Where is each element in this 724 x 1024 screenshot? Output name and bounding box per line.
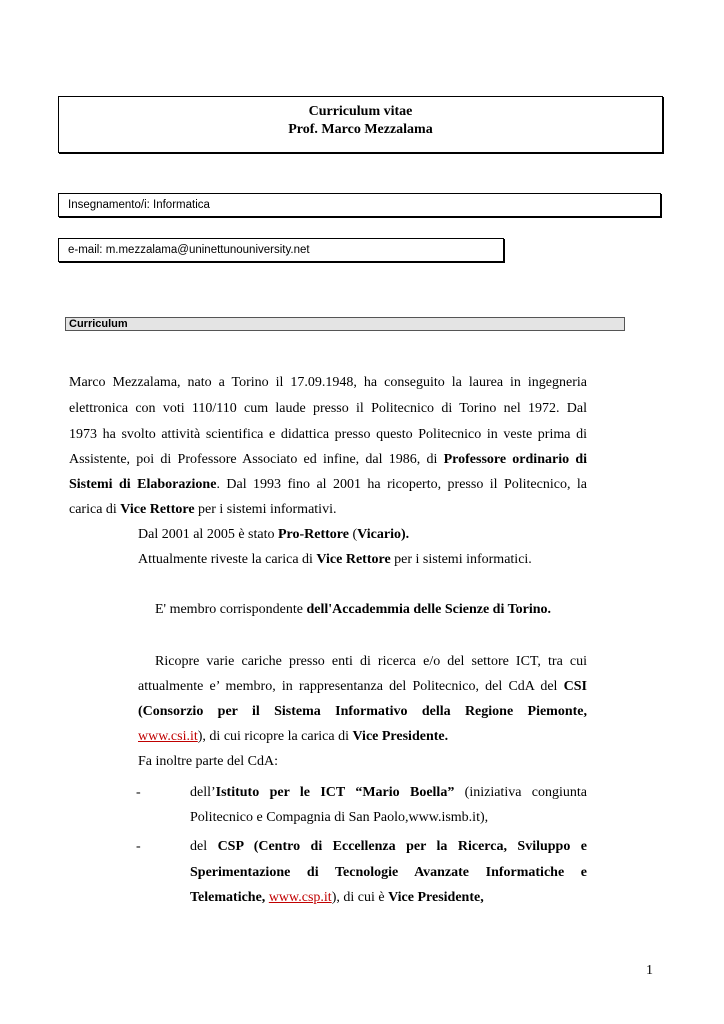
body-line: Dal 2001 al 2005 è stato Pro-Rettore (Vicario). — [138, 527, 410, 542]
professor-name: Prof. Marco Mezzalama — [288, 122, 433, 137]
body-line: www.csi.it), di cui ricopre la carica di Vice Presidente. — [138, 729, 449, 744]
email-field: e-mail: m.mezzalama@uninettunouniversity.net — [58, 238, 504, 262]
body-line: Ricopre varie cariche presso enti di ricerca e/o del settore ICT, tra cui — [155, 654, 587, 669]
bullet-line: del CSP (Centro di Eccellenza per la Ricerca, Sviluppo e — [190, 839, 587, 854]
title-box — [58, 96, 663, 153]
body-line: elettronica con voti 110/110 cum laude presso il Politecnico di Torino nel 1972. Dal — [69, 401, 587, 416]
bullet-line: dell’Istituto per le ICT “Mario Boella” (iniziativa congiunta — [190, 785, 587, 800]
body-line: 1973 ha svolto attività scientifica e didattica presso questo Politecnico in veste prima di — [69, 427, 587, 442]
body-line: Assistente, poi di Professore Associato ed infine, dal 1986, di Professore ordinario di — [69, 452, 587, 467]
bullet-dash: - — [136, 785, 141, 800]
body-line: Marco Mezzalama, nato a Torino il 17.09.1948, ha conseguito la laurea in ingegneria — [69, 375, 587, 390]
bullet-line: Telematiche, www.csp.it), di cui è Vice Presidente, — [190, 890, 484, 905]
bullet-line: Sperimentazione di Tecnologie Avanzate Informatiche e — [190, 865, 587, 880]
body-line: carica di Vice Rettore per i sistemi informativi. — [69, 502, 337, 517]
document-title: Curriculum vitae — [308, 104, 413, 119]
csi-link[interactable]: www.csi.it — [138, 729, 198, 744]
teaching-field: Insegnamento/i: Informatica — [58, 193, 661, 217]
body-line: Sistemi di Elaborazione. Dal 1993 fino al 2001 ha ricoperto, presso il Politecnico, la — [69, 477, 587, 492]
section-header-curriculum: Curriculum — [65, 317, 625, 331]
body-line: E' membro corrispondente dell'Accademmia delle Scienze di Torino. — [155, 602, 552, 617]
body-line: (Consorzio per il Sistema Informativo della Regione Piemonte, — [138, 704, 587, 719]
bullet-dash: - — [136, 839, 141, 854]
page-number: 1 — [646, 963, 653, 978]
body-line: attualmente e’ membro, in rappresentanza del Politecnico, del CdA del CSI — [138, 679, 587, 694]
body-line: Attualmente riveste la carica di Vice Rettore per i sistemi informatici. — [138, 552, 532, 567]
bullet-line: Politecnico e Compagnia di San Paolo,www.ismb.it), — [190, 810, 489, 825]
csp-link[interactable]: www.csp.it — [268, 890, 332, 905]
body-line: Fa inoltre parte del CdA: — [138, 754, 278, 769]
